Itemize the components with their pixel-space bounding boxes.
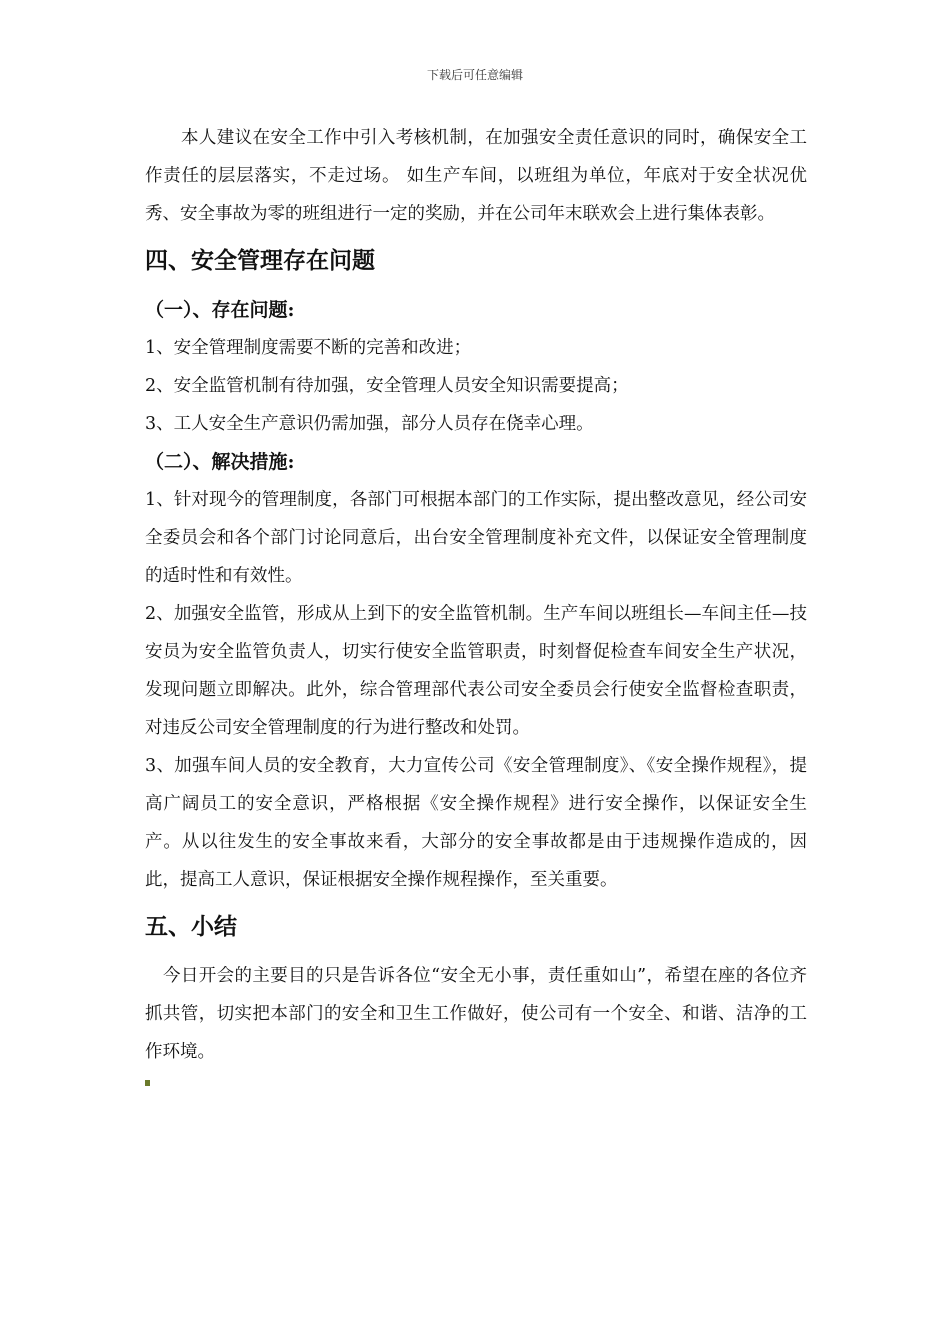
intro-paragraph: 本人建议在安全工作中引入考核机制，在加强安全责任意识的同时，确保安全工作责任的层层落实，不走过场。 如生产车间，以班组为单位，年底对于安全状况优秀、安全事故为零的班组进行一定的奖励，并在公司年末联欢会上进行集体表彰。 [145, 128, 807, 224]
measure-item: 3、加强车间人员的安全教育，大力宣传公司《安全管理制度》、《安全操作规程》，提高广阔员工的安全意识，严格根据《安全操作规程》进行安全操作，以保证安全生产。从以往发生的安全事故来看，大部分的安全事故都是由于违规操作造成的，因此，提高工人意识，保证根据安全操作规程操作，至关重要。 [145, 756, 807, 890]
problem-item: 3、工人安全生产意识仍需加强，部分人员存在侥幸心理。 [145, 414, 594, 434]
measure-item: 2、加强安全监管，形成从上到下的安全监管机制。生产车间以班组长—车间主任—技安员为安全监管负责人，切实行使安全监管职责，时刻督促检查车间安全生产状况，发现问题立即解决。此外，综合管理部代表公司安全委员会行使安全监督检查职责，对违反公司安全管理制度的行为进行整改和处罚。 [145, 604, 807, 738]
summary-paragraph: 今日开会的主要目的只是告诉各位“安全无小事，责任重如山”，希望在座的各位齐抓共管，切实把本部门的安全和卫生工作做好，使公司有一个安全、和谐、洁净的工作环境。 [145, 966, 807, 1062]
subsection-measures-heading: （二）、解决措施: [145, 451, 295, 473]
problem-item: 1、安全管理制度需要不断的完善和改进； [145, 338, 472, 358]
subsection-problems-heading: （一）、存在问题: [145, 299, 295, 321]
anchor-mark-icon [145, 1080, 150, 1086]
document-body [145, 119, 807, 1090]
measure-item: 1、针对现今的管理制度，各部门可根据本部门的工作实际，提出整改意见，经公司安全委员会和各个部门讨论同意后，出台安全管理制度补充文件，以保证安全管理制度的适时性和有效性。 [145, 490, 807, 586]
page-header: 下载后可任意编辑 [426, 68, 523, 82]
section-4-heading: 四、安全管理存在问题 [145, 247, 375, 274]
problem-item: 2、安全监管机制有待加强，安全管理人员安全知识需要提高； [145, 376, 629, 396]
section-5-heading: 五、小结 [145, 913, 237, 940]
